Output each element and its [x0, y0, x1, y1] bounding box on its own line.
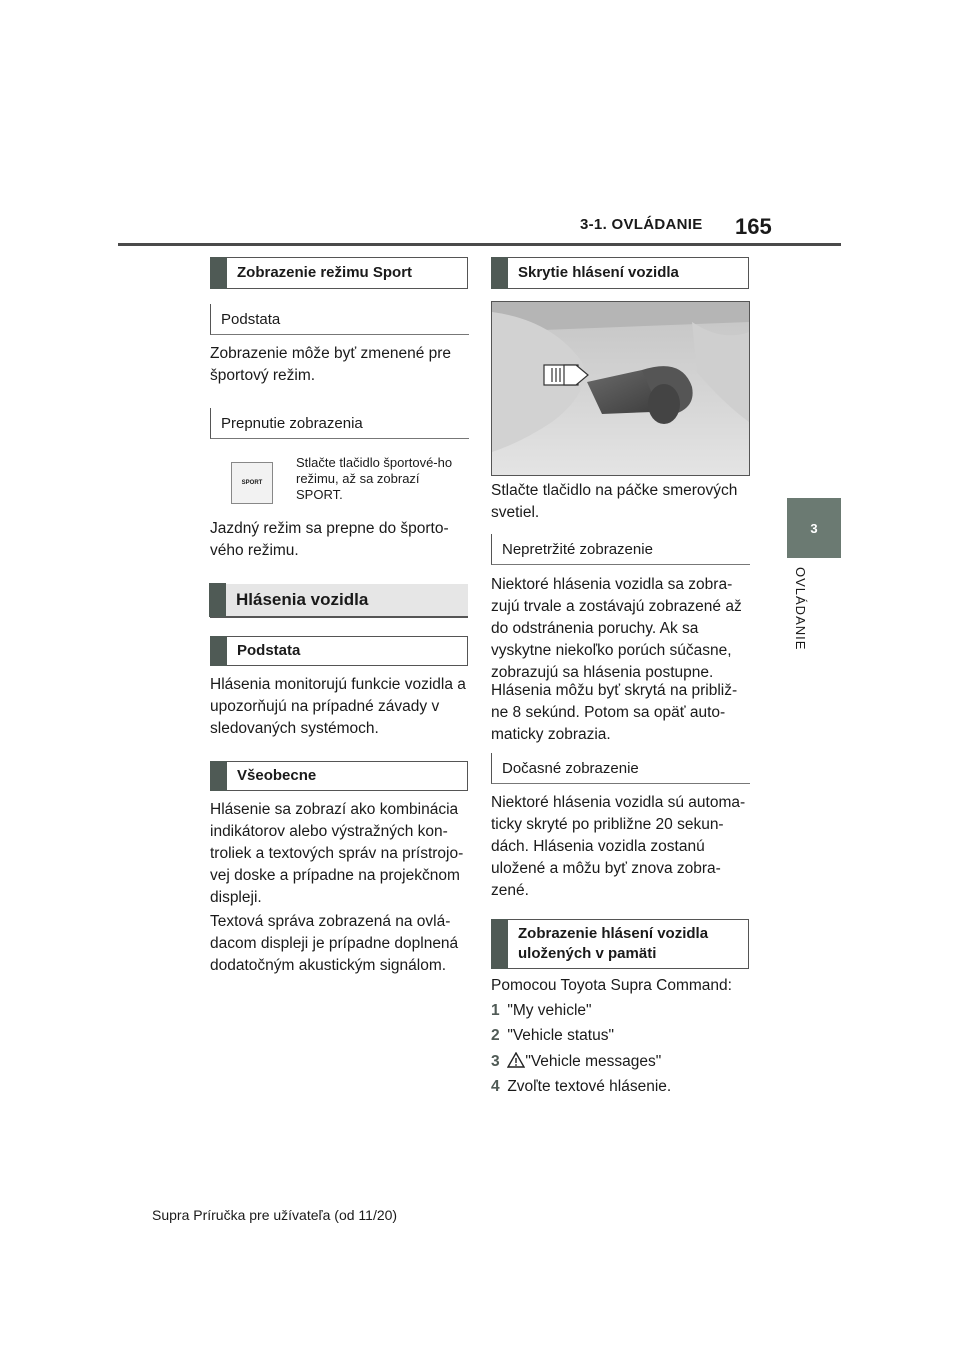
stalk-svg	[492, 302, 749, 475]
paragraph: Hlásenia monitorujú funkcie vozidla a upozorňujú na prípadné závady v sledovaných systémoch.	[210, 676, 466, 737]
step-text: Zvoľte textové hlásenie.	[507, 1078, 672, 1095]
paragraph: Pomocou Toyota Supra Command:	[491, 977, 732, 994]
list-item	[491, 1025, 749, 1047]
paragraph: Zobrazenie môže byť zmenené pre športový režim.	[210, 345, 452, 384]
heading-marker	[491, 257, 508, 289]
heading-hide-messages	[491, 257, 749, 289]
heading-vseobecne	[210, 761, 468, 791]
warning-triangle-icon	[507, 1052, 525, 1068]
chapter-label	[788, 567, 840, 657]
list-item	[491, 1000, 749, 1022]
subheading-nepretrzite	[491, 534, 750, 565]
paragraph: Niektoré hlásenia vozidla sa zobra-zujú trvale a zostávajú zobrazené až do odstránenia poruchy. Ak sa vyskytne niekoľko porúch súčasne, zobrazujú sa hlásenia postupne.	[491, 576, 742, 681]
heading-text: Skrytie hlásení vozidla	[518, 264, 679, 281]
paragraph: Textová správa zobrazená na ovlá-dacom displeji je prípadne doplnená dodatočným akustickým signálom.	[210, 913, 459, 974]
heading-podstata	[210, 636, 468, 666]
heading-marker	[491, 919, 508, 969]
subheading-podstata	[210, 304, 469, 335]
heading-marker	[210, 636, 227, 666]
heading-text: Podstata	[237, 642, 301, 659]
heading-text: Zobrazenie režimu Sport	[237, 264, 413, 281]
heading-text: Hlásenia vozidla	[236, 590, 369, 609]
heading-vehicle-messages	[210, 584, 468, 618]
heading-text: Všeobecne	[237, 767, 317, 784]
chapter-label-text: OVLÁDANIE	[793, 567, 808, 651]
section-title: 3-1. OVLÁDANIE	[580, 216, 703, 233]
step-number: 4	[491, 1078, 500, 1095]
step-number: 3	[491, 1053, 500, 1070]
list-item	[491, 1051, 749, 1073]
heading-text: Zobrazenie hlásení vozidla uložených v pamäti	[518, 925, 709, 962]
paragraph: Hlásenia môžu byť skrytá na približ-ne 8 sekúnd. Potom sa opäť auto-maticky zobrazia.	[491, 682, 738, 743]
step-number: 2	[491, 1027, 500, 1044]
paragraph: Jazdný režim sa prepne do športo-vého režimu.	[210, 520, 449, 559]
subheading-text: Dočasné zobrazenie	[502, 759, 639, 777]
heading-stored-messages	[491, 919, 749, 969]
chapter-tab: 3	[787, 498, 841, 558]
sport-button-label: SPORT	[241, 480, 263, 486]
subheading-text: Podstata	[221, 310, 281, 328]
heading-sport-display	[210, 257, 468, 289]
subheading-prepnutie	[210, 408, 469, 439]
subheading-docasne	[491, 753, 750, 784]
subheading-text: Nepretržité zobrazenie	[502, 540, 653, 558]
button-instruction: Stlačte tlačidlo športové-ho režimu, až sa zobrazí SPORT.	[296, 455, 453, 502]
step-text: "Vehicle messages"	[525, 1053, 662, 1070]
step-text: "Vehicle status"	[507, 1027, 614, 1044]
footer-text: Supra Príručka pre užívateľa (od 11/20)	[152, 1207, 398, 1223]
step-number: 1	[491, 1002, 500, 1019]
heading-marker	[209, 583, 226, 617]
list-item	[491, 1076, 749, 1098]
header-divider	[118, 243, 841, 246]
heading-marker	[210, 761, 227, 791]
heading-marker	[210, 257, 227, 289]
paragraph: Hlásenie sa zobrazí ako kombinácia indikátorov alebo výstražných kon-troliek a textových správ na prístrojo-vej doske a prípadne na projekčnom displeji.	[210, 801, 464, 906]
page-number: 165	[735, 214, 772, 239]
paragraph: Niektoré hlásenia vozidla sú automa-ticky skryté po približne 20 sekun-dách. Hlásenia vozidla zostanú uložené a môžu byť znova zobra-zené.	[491, 794, 746, 899]
sport-button-icon	[231, 462, 273, 504]
subheading-text: Prepnutie zobrazenia	[221, 414, 363, 432]
paragraph: Stlačte tlačidlo na páčke smerových svetiel.	[491, 482, 738, 521]
step-text: "My vehicle"	[507, 1002, 592, 1019]
turn-signal-stalk-illustration	[491, 301, 750, 476]
